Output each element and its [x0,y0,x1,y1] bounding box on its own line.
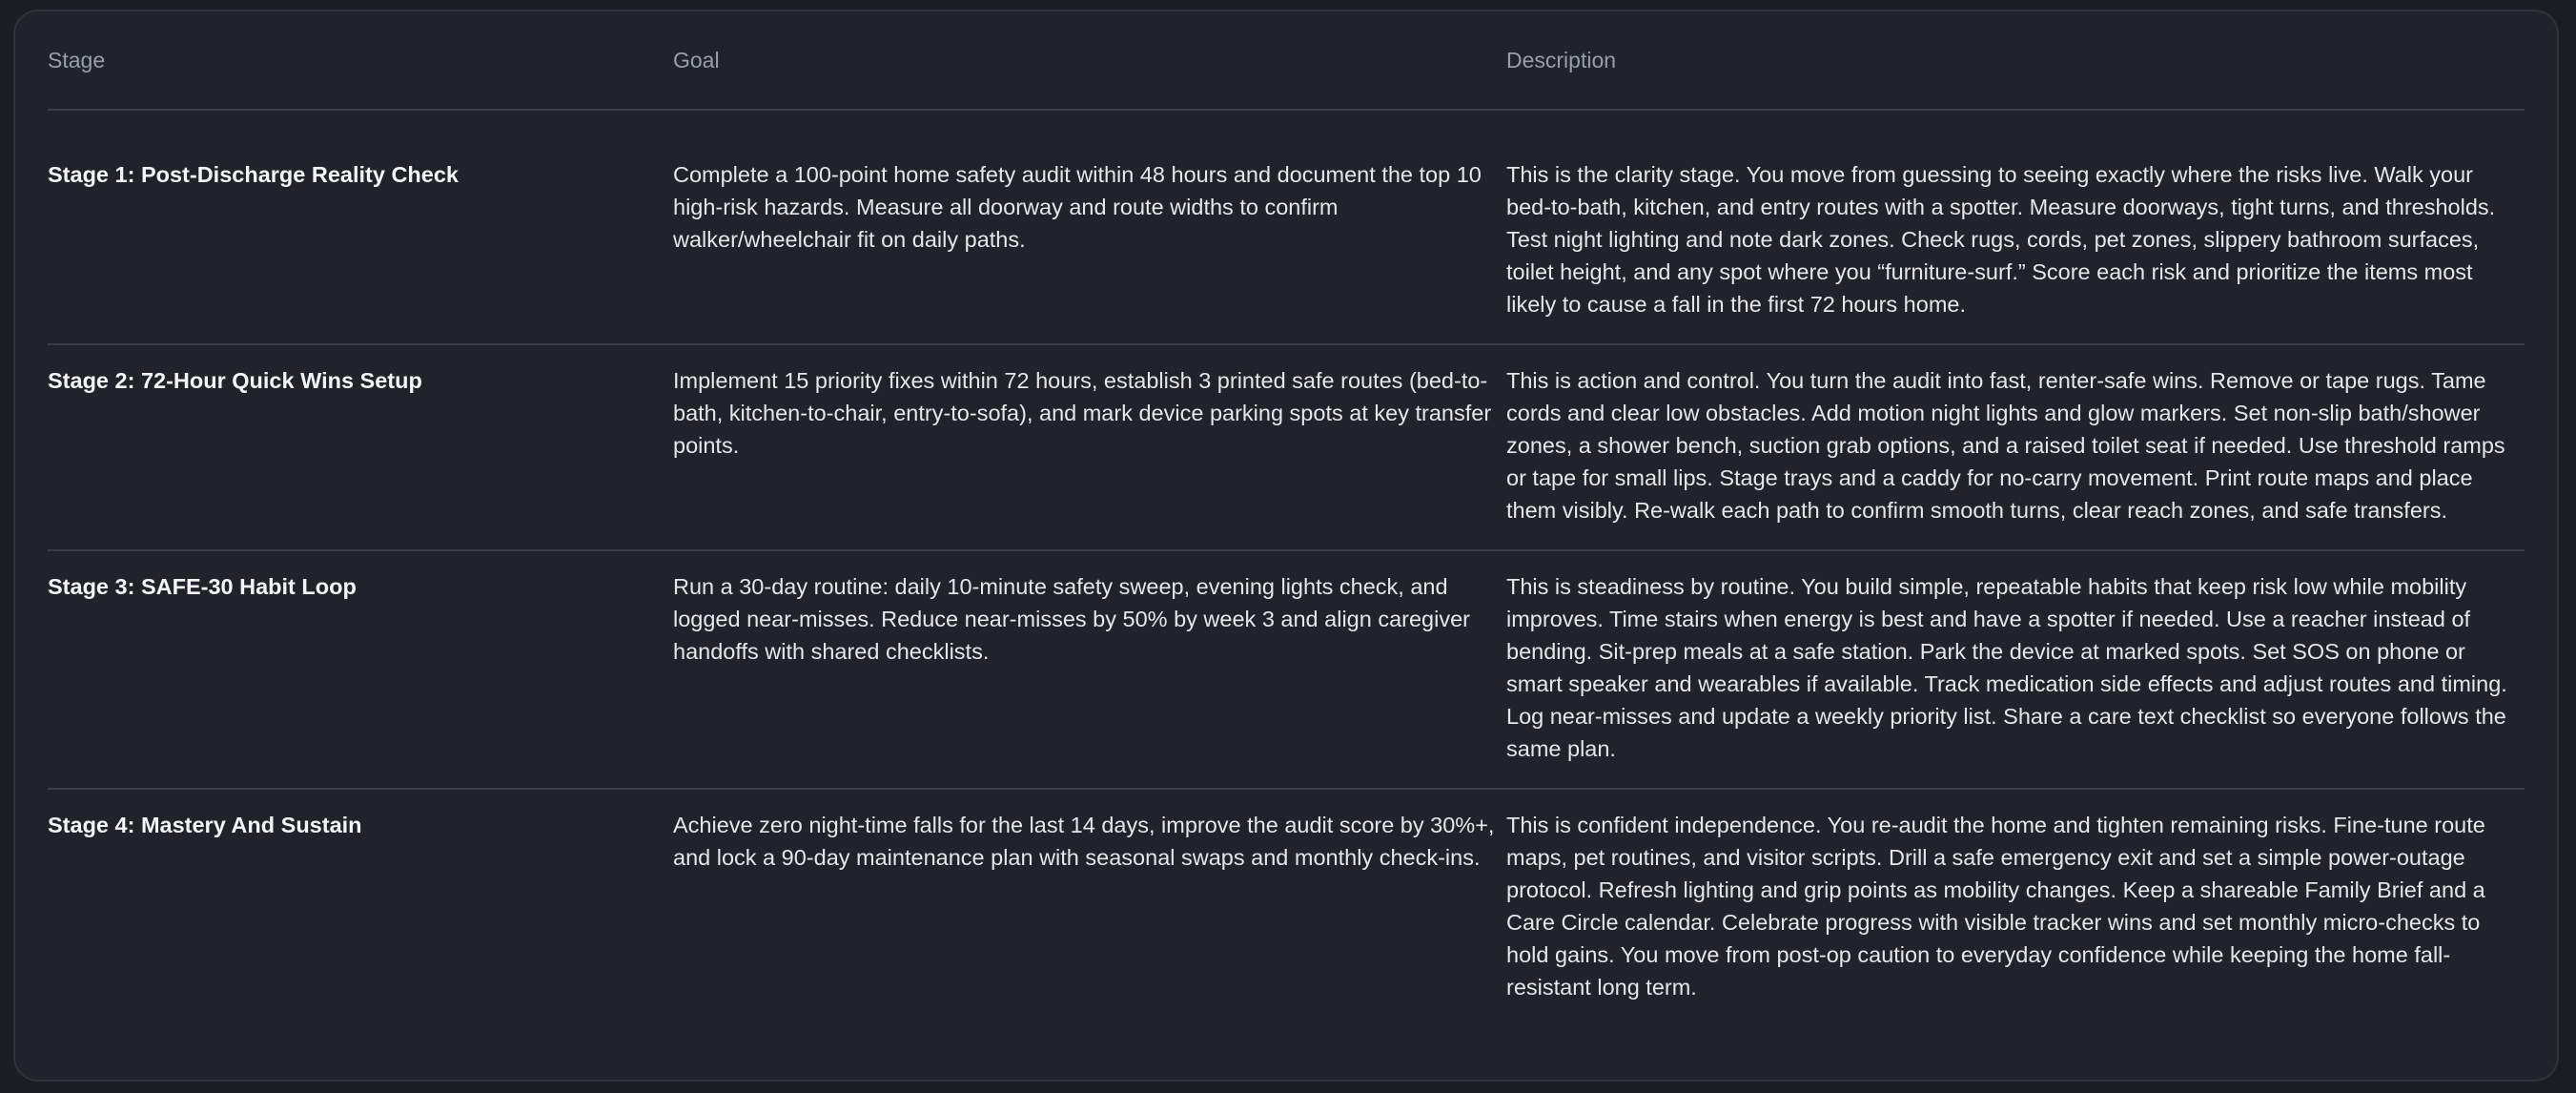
table-row [48,789,2525,1026]
goal-cell: Complete a 100-point home safety audit within 48 hours and document the top 10 high-risk hazards. Measure all doorway and route widths to confirm walker/wheelchair fit on daily paths. [673,110,1506,344]
stages-table [48,11,2525,1026]
table-row [48,110,2525,344]
column-header-stage: Stage [48,11,673,110]
stage-cell: Stage 4: Mastery And Sustain [48,813,362,837]
goal-cell: Achieve zero night-time falls for the last 14 days, improve the audit score by 30%+, and lock a 90-day maintenance plan with seasonal swaps and monthly check-ins. [673,813,1495,870]
stage-cell: Stage 3: SAFE-30 Habit Loop [48,550,673,789]
table-header [48,11,2525,110]
table-row [48,550,2525,789]
stage-cell: Stage 1: Post-Discharge Reality Check [48,110,673,344]
description-cell: This is confident independence. You re-audit the home and tighten remaining risks. Fine-tune route maps, pet routines, and visitor scripts. Drill a safe emergency exit and set a simple power-outage protocol. Refresh lighting and grip points as mobility changes. Keep a shareable Family Brief and a Care Circle calendar. Celebrate progress with visible tracker wins and set monthly micro-checks to hold gains. You move from post-op caution to everyday confidence while keeping the home fall-resistant long term. [1506,813,2485,1000]
goal-cell: Implement 15 priority fixes within 72 hours, establish 3 printed safe routes (bed-to-bath, kitchen-to-chair, entry-to-sofa), and mark device parking spots at key transfer points. [673,344,1506,550]
column-header-description: Description [1506,11,2525,110]
stage-cell: Stage 2: 72-Hour Quick Wins Setup [48,344,673,550]
description-cell: This is the clarity stage. You move from guessing to seeing exactly where the risks live. Walk your bed-to-bath, kitchen, and entry routes with a spotter. Measure doorways, tight turns, and thresholds. Test night lighting and note dark zones. Check rugs, cords, pet zones, slippery bathroom surfaces, toilet height, and any spot where you “furniture-surf.” Score each risk and prioritize the items most likely to cause a fall in the first 72 hours home. [1506,110,2525,344]
column-header-goal: Goal [673,11,1506,110]
stages-table-panel [13,10,2559,1082]
table-body [48,110,2525,1026]
table-row [48,344,2525,550]
description-cell: This is steadiness by routine. You build simple, repeatable habits that keep risk low while mobility improves. Time stairs when energy is best and have a spotter if needed. Use a reacher instead of bending. Sit-prep meals at a safe station. Park the device at marked spots. Set SOS on phone or smart speaker and wearables if available. Track medication side effects and adjust routes and timing. Log near-misses and update a weekly priority list. Share a care text checklist so everyone follows the same plan. [1506,550,2525,789]
description-cell: This is action and control. You turn the audit into fast, renter-safe wins. Remove or tape rugs. Tame cords and clear low obstacles. Add motion night lights and glow markers. Set non-slip bath/shower zones, a shower bench, suction grab options, and a raised toilet seat if needed. Use threshold ramps or tape for small lips. Stage trays and a caddy for no-carry movement. Print route maps and place them visibly. Re-walk each path to confirm smooth turns, clear reach zones, and safe transfers. [1506,344,2525,550]
table-header-row [48,11,2525,110]
goal-cell: Run a 30-day routine: daily 10-minute safety sweep, evening lights check, and logged near-misses. Reduce near-misses by 50% by week 3 and align caregiver handoffs with shared checklists. [673,550,1506,789]
